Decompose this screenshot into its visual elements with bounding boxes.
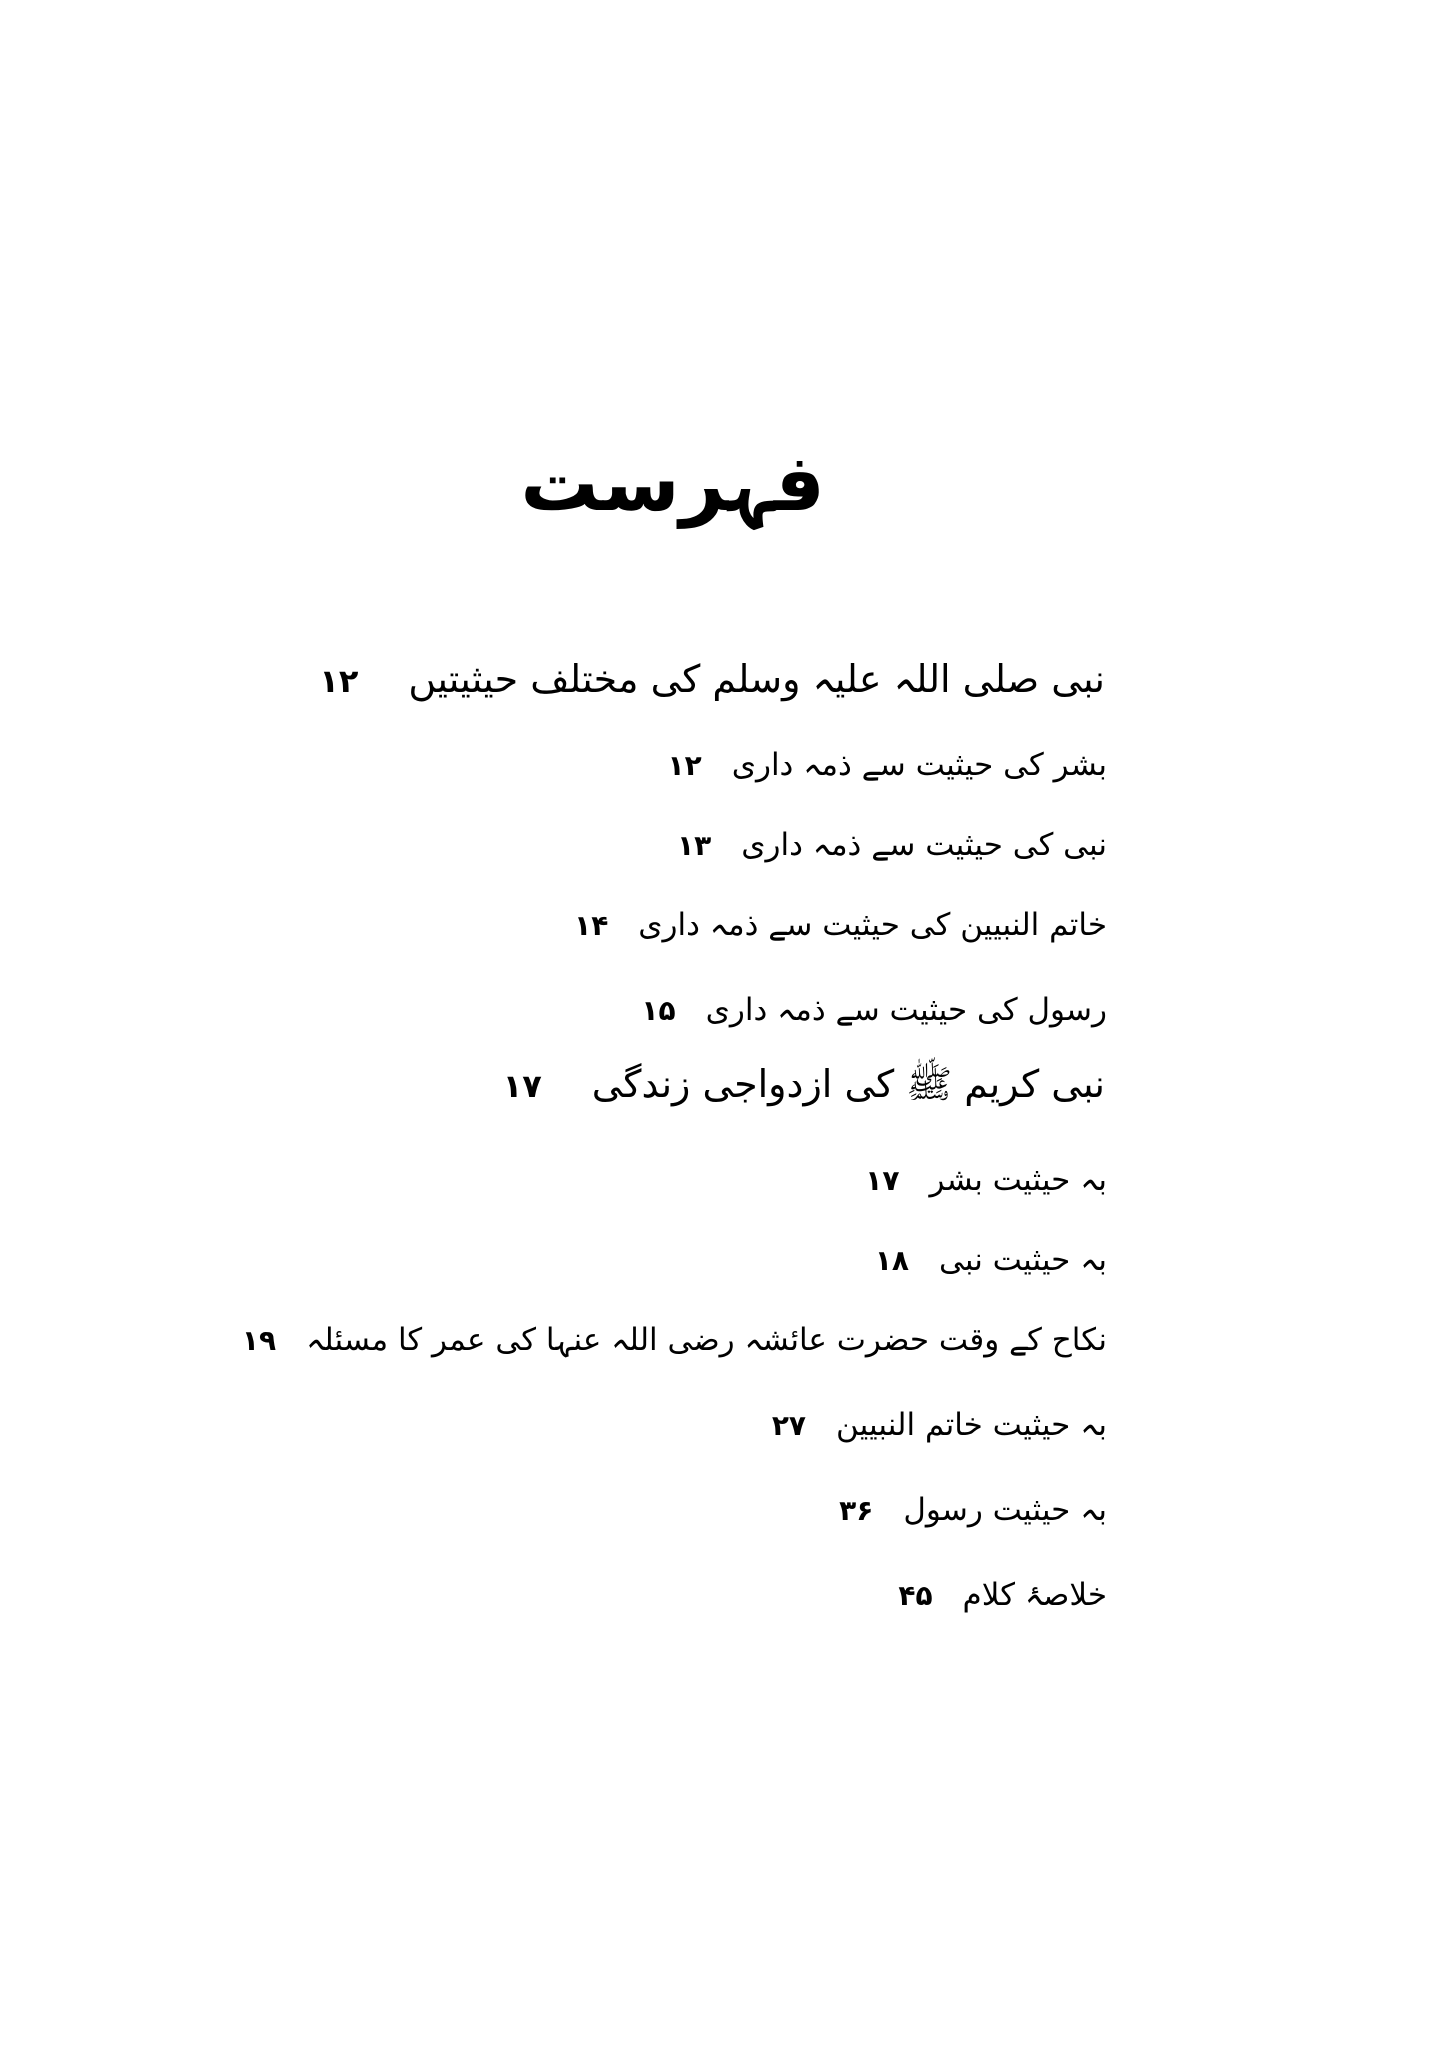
toc-entry-page-number: ۱۲	[319, 662, 359, 700]
toc-entry	[839, 1492, 1107, 1528]
toc-entry-label: بہ حیثیت رسول	[903, 1492, 1107, 1528]
toc-entry-page-number: ۱۵	[641, 994, 676, 1027]
toc-entry-label: خلاصۂ کلام	[962, 1577, 1107, 1613]
toc-entry-page-number: ۳۶	[839, 1494, 874, 1527]
toc-entry-page-number: ۱۷	[865, 1164, 900, 1197]
page-title: فہرست	[520, 439, 825, 529]
toc-entry-page-number: ۴۵	[898, 1579, 933, 1612]
toc-entry-page-number: ۱۸	[874, 1244, 909, 1277]
toc-entry	[898, 1577, 1107, 1613]
toc-entry-page-number: ۲۷	[771, 1409, 807, 1442]
toc-entry	[319, 657, 1105, 701]
toc-entry-page-number: ۱۴	[574, 909, 609, 942]
toc-entry-page-number: ۱۹	[241, 1324, 277, 1357]
toc-entry	[667, 747, 1107, 783]
toc-entry	[771, 1407, 1107, 1443]
toc-entry-label: بہ حیثیت خاتم النبیین	[836, 1407, 1107, 1443]
toc-entry-label: بشر کی حیثیت سے ذمہ داری	[731, 747, 1107, 783]
toc-entry	[641, 992, 1107, 1028]
toc-entry-page-number: ۱۲	[667, 749, 702, 782]
toc-entry	[241, 1322, 1107, 1358]
toc-entry-label: نبی صلی اللہ علیہ وسلم کی مختلف حیثیتیں	[408, 657, 1105, 701]
toc-entry-label: بہ حیثیت بشر	[929, 1162, 1107, 1198]
toc-entry-page-number: ۱۷	[502, 1067, 542, 1105]
toc-entry-label: نکاح کے وقت حضرت عائشہ رضی اللہ عنہا کی عمر کا مسئلہ	[306, 1322, 1107, 1358]
toc-entry-label: نبی کی حیثیت سے ذمہ داری	[741, 827, 1107, 863]
toc-entry-page-number: ۱۳	[677, 829, 712, 862]
toc-entry-label: نبی کریم ﷺ کی ازدواجی زندگی	[591, 1062, 1105, 1106]
toc-entry-label: خاتم النبیین کی حیثیت سے ذمہ داری	[638, 907, 1107, 943]
toc-entry	[502, 1062, 1105, 1106]
toc-entry	[865, 1162, 1107, 1198]
toc-entry	[874, 1242, 1107, 1278]
toc-entry-label: رسول کی حیثیت سے ذمہ داری	[705, 992, 1107, 1028]
toc-entry	[574, 907, 1107, 943]
toc-entry-label: بہ حیثیت نبی	[939, 1242, 1107, 1278]
toc-entry	[677, 827, 1107, 863]
